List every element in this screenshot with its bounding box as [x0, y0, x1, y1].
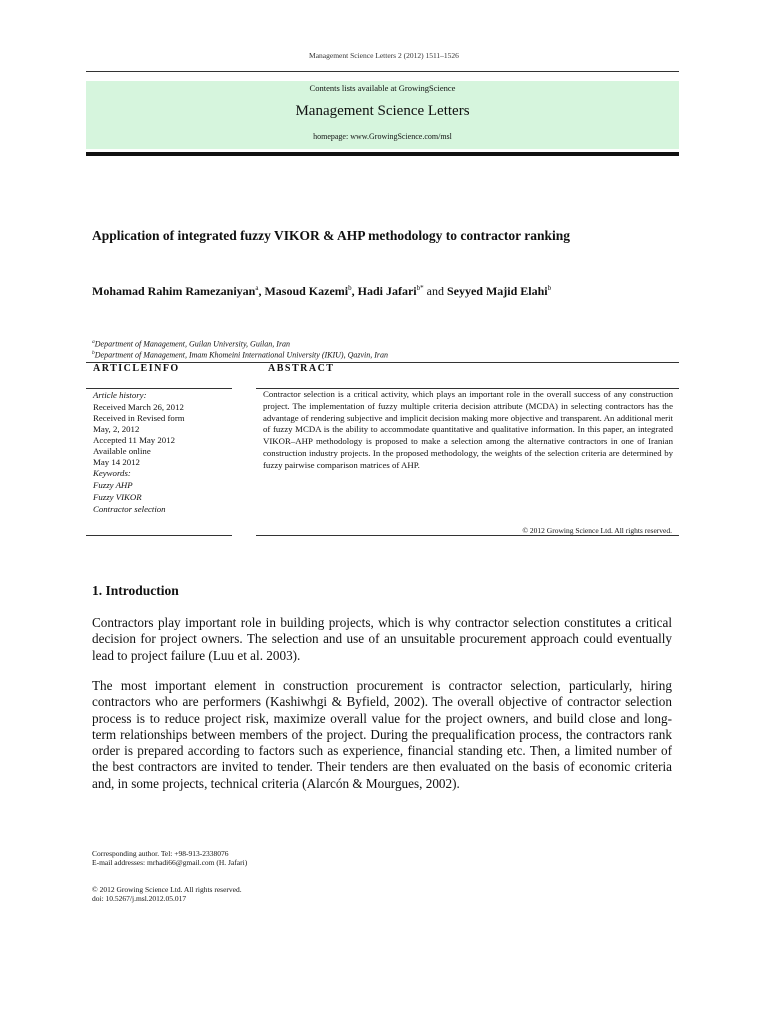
- author-separator: ,: [351, 284, 358, 298]
- article-title: Application of integrated fuzzy VIKOR & AHP methodology to contractor ranking: [92, 228, 570, 243]
- affiliation-text: Department of Management, Guilan University, Guilan, Iran: [94, 339, 291, 349]
- affiliation-mark: b: [92, 350, 95, 356]
- history-revised-label: Received in Revised form: [93, 413, 185, 423]
- history-received: Received March 26, 2012: [93, 402, 184, 412]
- history-online-label: Available online: [93, 446, 151, 456]
- affiliation-text: Department of Management, Imam Khomeini International University (IKIU), Qazvin, Iran: [94, 350, 389, 360]
- author-name: Mohamad Rahim Ramezaniyan: [92, 284, 256, 298]
- abstract-heading: ABSTRACT: [268, 363, 335, 374]
- history-accepted: Accepted 11 May 2012: [93, 435, 175, 445]
- intro-paragraph-1: Contractors play important role in building projects, which is why contractor selection constitutes a critical decision for project owners. The selection and use of an unsuitable procurement approach could eventually lead to project failure (Luu et al. 2003).: [92, 615, 672, 663]
- author-name: Masoud Kazemi: [264, 284, 349, 298]
- keywords-label: Keywords:: [93, 468, 131, 478]
- author-name: Hadi Jafari: [357, 284, 417, 298]
- affiliation-b: [92, 350, 388, 360]
- author-affil-mark: b*: [416, 284, 424, 292]
- affiliation-a: [92, 339, 290, 349]
- history-online-date: May 14 2012: [93, 457, 140, 467]
- author-list: [92, 284, 551, 299]
- journal-name: Management Science Letters: [295, 103, 470, 119]
- contents-available-text: Contents lists available at GrowingScience: [309, 83, 456, 93]
- history-revised-date: May, 2, 2012: [93, 424, 140, 434]
- author-affil-mark: a: [255, 284, 259, 292]
- journal-citation: Management Science Letters 2 (2012) 1511–1526: [309, 51, 459, 60]
- footer-copyright: © 2012 Growing Science Ltd. All rights reserved.: [92, 885, 242, 894]
- author-name: Seyyed Majid Elahi: [446, 284, 548, 298]
- keyword-item: Contractor selection: [93, 504, 166, 514]
- corresponding-author-note: Corresponding author. Tel: +98-913-2338076: [92, 849, 229, 858]
- author-affil-mark: b: [547, 284, 552, 292]
- author-separator: ,: [258, 284, 265, 298]
- keyword-item: Fuzzy AHP: [93, 480, 133, 490]
- affiliation-mark: a: [92, 339, 95, 345]
- abstract-bottom-rule: [256, 535, 679, 536]
- abstract-text: Contractor selection is a critical activity, which plays an important role in the overall success of any construction project. The implementation of fuzzy multiple criteria decision attribute (MCDA) in selecting contractors has the advantage of rendering subjective and implicit decision making more objective and transparent. An additional merit of fuzzy MCDA is the ability to accommodate quantitative and qualitative information. In this paper, an integrated VIKOR–AHP methodology is proposed to make a selection among the alternative contractors in one of Iranian construction industry projects. In the proposed methodology, the weights of the selection criteria are determined by fuzzy pairwise comparison matrices of AHP.: [263, 389, 673, 470]
- abstract-copyright: © 2012 Growing Science Ltd. All rights reserved.: [522, 526, 672, 535]
- keyword-item: Fuzzy VIKOR: [93, 492, 142, 502]
- top-divider: [86, 71, 679, 72]
- doi: doi: 10.5267/j.msl.2012.05.017: [92, 894, 187, 903]
- email-note: E-mail addresses: mrhadi66@gmail.com (H. Jafari): [92, 858, 248, 867]
- history-label: Article history:: [93, 390, 147, 400]
- author-affil-mark: b: [348, 284, 352, 292]
- journal-homepage: homepage: www.GrowingScience.com/msl: [313, 132, 452, 141]
- banner-bottom-rule: [86, 152, 679, 156]
- section-heading-introduction: 1. Introduction: [92, 583, 179, 598]
- article-info-bottom-rule: [86, 535, 232, 536]
- intro-paragraph-2: The most important element in construction procurement is contractor selection, particularly, hiring contractors who are performers (Kashiwhgi & Byfield, 2002). The overall objective of contractor selection process is to reduce project risk, maximize overall value for the project owners, and build close and long-term relationships between members of the project. During the prequalification process, the contractors rank order is prepared according to factors such as experience, financial standing etc. Then, a limited number of the best contractors are invited to tender. Their tenders are then evaluated on the basis of economic criteria and, in some projects, technical criteria (Alarcón & Mourgues, 2002).: [92, 678, 672, 791]
- article-info-heading: ARTICLEINFO: [93, 363, 180, 374]
- journal-banner: [86, 81, 679, 149]
- author-separator: and: [423, 284, 447, 298]
